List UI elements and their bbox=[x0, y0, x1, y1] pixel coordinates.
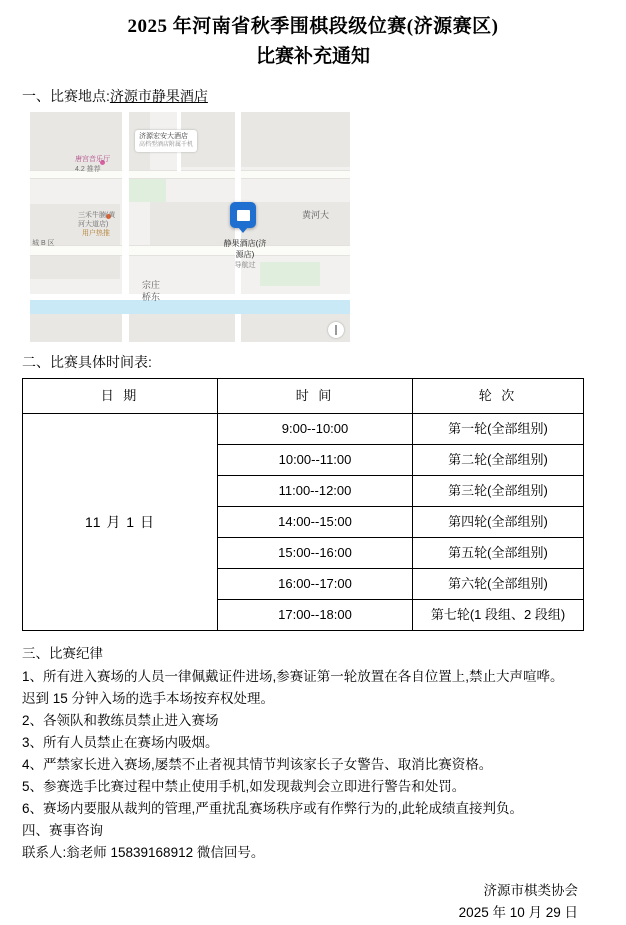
table-header-row bbox=[23, 379, 584, 414]
schedule-time: 17:00--18:00 bbox=[218, 600, 413, 631]
rule-item: 迟到 15 分钟入场的选手本场按弃权处理。 bbox=[22, 691, 275, 706]
map-venue-nav: 导航过 bbox=[234, 262, 256, 269]
map-poi-label: 三禾牛腩(黄 bbox=[78, 212, 116, 219]
compass-icon[interactable] bbox=[328, 322, 344, 338]
schedule-round: 第七轮(1 段组、2 段组) bbox=[413, 600, 584, 631]
rule-item: 5、参赛选手比赛过程中禁止使用手机,如发现裁判会立即进行警告和处罚。 bbox=[22, 779, 466, 794]
contact-heading: 四、赛事咨询 bbox=[22, 823, 103, 838]
column-header-time: 时 间 bbox=[218, 379, 413, 414]
schedule-time: 16:00--17:00 bbox=[218, 569, 413, 600]
document-title-line2: 比赛补充通知 bbox=[255, 46, 370, 67]
schedule-time: 9:00--10:00 bbox=[218, 414, 413, 445]
hotel-icon bbox=[237, 210, 250, 221]
schedule-time: 15:00--16:00 bbox=[218, 538, 413, 569]
table-row bbox=[23, 414, 584, 445]
contact-line: 联系人:翁老师 15839168912 微信回号。 bbox=[22, 845, 265, 860]
rule-item: 2、各领队和教练员禁止进入赛场 bbox=[22, 713, 219, 728]
map-water bbox=[30, 300, 350, 314]
schedule-round: 第四轮(全部组别) bbox=[413, 507, 584, 538]
rules-heading: 三、比赛纪律 bbox=[22, 646, 103, 661]
signature-block bbox=[0, 880, 578, 924]
map-venue-label bbox=[200, 238, 290, 271]
map-block bbox=[30, 312, 350, 342]
signature-date: 2025 年 10 月 29 日 bbox=[458, 905, 578, 920]
section-schedule-heading: 二、比赛具体时间表: bbox=[22, 354, 152, 370]
map-road-label: 黄河大 bbox=[302, 210, 330, 220]
map-road-label: 宗庄 bbox=[142, 280, 161, 290]
signature-org: 济源市棋类协会 bbox=[483, 883, 578, 898]
map-road-label: 桥东 bbox=[142, 292, 161, 302]
map-poi-label: 唐宫音乐厅 bbox=[75, 156, 110, 163]
schedule-time: 14:00--15:00 bbox=[218, 507, 413, 538]
schedule-time: 10:00--11:00 bbox=[218, 445, 413, 476]
venue-heading-prefix: 一、比赛地点: bbox=[22, 88, 110, 104]
venue-map[interactable] bbox=[30, 112, 350, 342]
document-title-line1: 2025 年河南省秋季围棋段级位赛(济源赛区) bbox=[127, 16, 499, 37]
rules-section bbox=[22, 643, 626, 864]
schedule-round: 第二轮(全部组别) bbox=[413, 445, 584, 476]
rule-item: 6、赛场内要服从裁判的管理,严重扰乱赛场秩序或有作弊行为的,此轮成绩直接判负。 bbox=[22, 801, 524, 816]
schedule-round: 第六轮(全部组别) bbox=[413, 569, 584, 600]
map-poi-label: 河大道店) bbox=[78, 221, 109, 228]
schedule-round: 第一轮(全部组别) bbox=[413, 414, 584, 445]
map-poi-sub: 高档型酒店附属千机 bbox=[139, 142, 194, 148]
map-poi-label: 4.2 推荐 bbox=[75, 166, 101, 173]
map-poi-label: 用户热推 bbox=[82, 230, 110, 237]
map-venue-marker[interactable] bbox=[230, 202, 256, 228]
section-venue-heading bbox=[22, 86, 626, 106]
schedule-table bbox=[22, 378, 584, 631]
column-header-date: 日 期 bbox=[23, 379, 218, 414]
map-road bbox=[30, 245, 350, 256]
map-poi-title: 济源宏安大酒店 bbox=[139, 133, 188, 140]
schedule-date: 11 月 1 日 bbox=[23, 414, 218, 631]
venue-name: 济源市静果酒店 bbox=[109, 88, 208, 104]
rule-item: 3、所有人员禁止在赛场内吸烟。 bbox=[22, 735, 219, 750]
rule-item: 4、严禁家长进入赛场,屡禁不止者视其情节判该家长子女警告、取消比赛资格。 bbox=[22, 757, 493, 772]
map-block bbox=[180, 112, 350, 167]
rule-item: 1、所有进入赛场的人员一律佩戴证件进场,参赛证第一轮放置在各自位置上,禁止大声喧哗。 bbox=[22, 669, 564, 684]
map-venue-label-line2: 源店) bbox=[235, 250, 255, 259]
map-area-label: 城 B 区 bbox=[32, 240, 55, 247]
schedule-round: 第五轮(全部组别) bbox=[413, 538, 584, 569]
map-venue-label-line1: 静果酒店(济 bbox=[223, 239, 267, 248]
column-header-round: 轮 次 bbox=[413, 379, 584, 414]
schedule-time: 11:00--12:00 bbox=[218, 476, 413, 507]
schedule-round: 第三轮(全部组别) bbox=[413, 476, 584, 507]
map-poi-card[interactable] bbox=[135, 130, 197, 152]
